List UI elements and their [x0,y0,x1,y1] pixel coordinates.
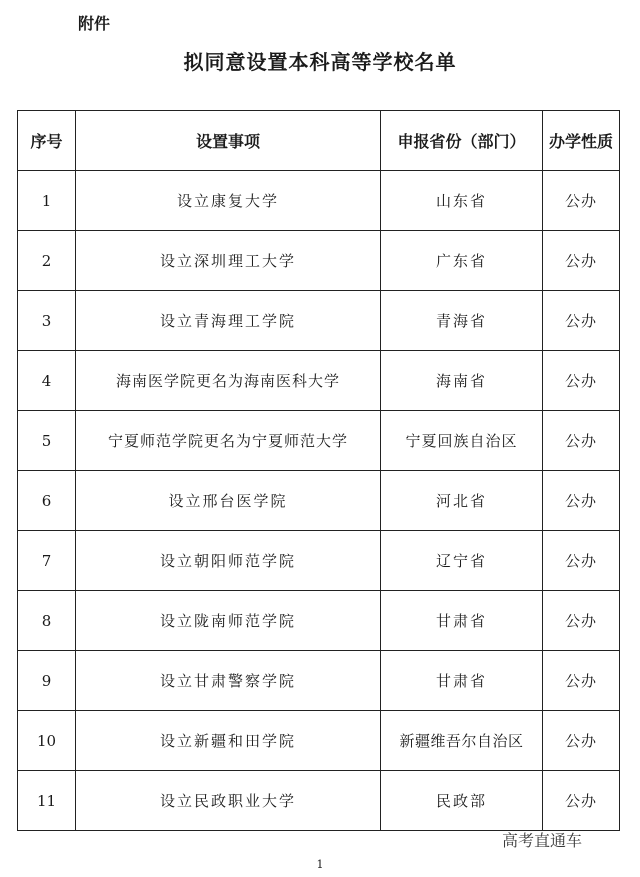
row-number: 10 [18,711,76,771]
row-number: 9 [18,651,76,711]
row-item: 宁夏师范学院更名为宁夏师范大学 [76,411,381,471]
attachment-label: 附件 [78,14,111,33]
row-nature: 公办 [543,711,620,771]
row-nature: 公办 [543,171,620,231]
row-number: 4 [18,351,76,411]
row-item: 海南医学院更名为海南医科大学 [76,351,381,411]
row-item: 设立青海理工学院 [76,291,381,351]
column-header-number: 序号 [18,111,76,171]
row-province: 宁夏回族自治区 [381,411,543,471]
row-number: 8 [18,591,76,651]
row-province: 广东省 [381,231,543,291]
row-nature: 公办 [543,351,620,411]
table-row [18,351,620,411]
column-header-nature: 办学性质 [543,111,620,171]
row-province: 甘肃省 [381,591,543,651]
row-province: 海南省 [381,351,543,411]
row-nature: 公办 [543,771,620,831]
page-number: 1 [316,858,324,871]
row-number: 7 [18,531,76,591]
row-item: 设立民政职业大学 [76,771,381,831]
row-nature: 公办 [543,291,620,351]
table-row [18,171,620,231]
document-title: 拟同意设置本科高等学校名单 [183,50,457,74]
row-item: 设立康复大学 [76,171,381,231]
row-item: 设立朝阳师范学院 [76,531,381,591]
row-province: 辽宁省 [381,531,543,591]
row-number: 11 [18,771,76,831]
row-nature: 公办 [543,651,620,711]
row-nature: 公办 [543,471,620,531]
row-number: 2 [18,231,76,291]
row-nature: 公办 [543,531,620,591]
table-row [18,711,620,771]
row-nature: 公办 [543,411,620,471]
row-nature: 公办 [543,231,620,291]
table-row [18,231,620,291]
watermark-text: 高考直通车 [502,831,583,850]
row-number: 3 [18,291,76,351]
column-header-province: 申报省份（部门） [381,111,543,171]
table-row [18,411,620,471]
university-list-table [17,110,620,831]
row-province: 民政部 [381,771,543,831]
table-row [18,651,620,711]
row-item: 设立深圳理工大学 [76,231,381,291]
row-number: 5 [18,411,76,471]
row-province: 山东省 [381,171,543,231]
row-item: 设立新疆和田学院 [76,711,381,771]
row-number: 6 [18,471,76,531]
row-nature: 公办 [543,591,620,651]
row-item: 设立甘肃警察学院 [76,651,381,711]
table-header-row [18,111,620,171]
table-row [18,591,620,651]
row-province: 河北省 [381,471,543,531]
table-row [18,771,620,831]
row-province: 新疆维吾尔自治区 [381,711,543,771]
table-row [18,471,620,531]
column-header-item: 设置事项 [76,111,381,171]
table-row [18,531,620,591]
row-item: 设立邢台医学院 [76,471,381,531]
table-row [18,291,620,351]
row-province: 青海省 [381,291,543,351]
row-number: 1 [18,171,76,231]
row-province: 甘肃省 [381,651,543,711]
row-item: 设立陇南师范学院 [76,591,381,651]
